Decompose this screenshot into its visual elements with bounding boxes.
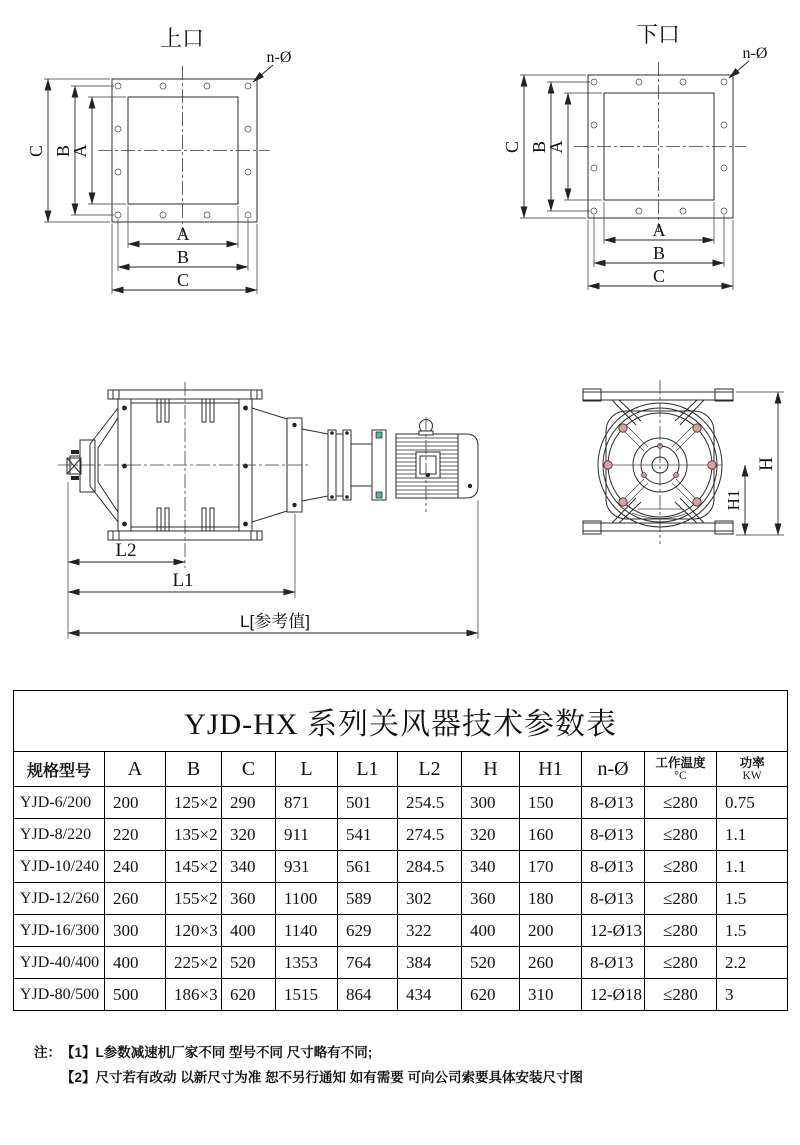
value-cell: 400 [462, 915, 520, 947]
value-cell: 200 [520, 915, 582, 947]
column-header: 规格型号 [14, 752, 105, 787]
top-port-flange-view [26, 14, 322, 314]
value-cell: 1.1 [717, 819, 788, 851]
model-cell: YJD-8/220 [14, 819, 105, 851]
view-title: 下口 [635, 22, 681, 47]
column-header: n-Ø [582, 752, 645, 787]
value-cell: 135×2 [166, 819, 222, 851]
column-header: B [166, 752, 222, 787]
model-cell: YJD-16/300 [14, 915, 105, 947]
value-cell: 1140 [276, 915, 338, 947]
column-header: L2 [398, 752, 462, 787]
value-cell: 384 [398, 947, 462, 979]
value-cell: 1515 [276, 979, 338, 1011]
dim-label-h: H [756, 457, 777, 471]
dim-label-a: A [652, 220, 666, 240]
bottom-port-flange-view [502, 10, 798, 310]
dim-label-a: A [546, 140, 566, 154]
value-cell: 254.5 [398, 787, 462, 819]
value-cell: 120×3 [166, 915, 222, 947]
value-cell: 150 [520, 787, 582, 819]
motor-end-cap [458, 434, 478, 498]
model-cell: YJD-40/400 [14, 947, 105, 979]
note-line: 【1】L参数减速机厂家不同 型号不同 尺寸略有不同; [61, 1045, 373, 1060]
column-header: 工作温度 °C [645, 752, 717, 787]
value-cell: 274.5 [398, 819, 462, 851]
value-cell: 360 [462, 883, 520, 915]
value-cell: 8-Ø13 [582, 787, 645, 819]
dim-label-h1: H1 [724, 489, 743, 511]
column-header: L [276, 752, 338, 787]
column-header: C [222, 752, 276, 787]
dim-label-b: B [529, 140, 549, 154]
rotary-valve-end-view [560, 372, 800, 590]
value-cell: 302 [398, 883, 462, 915]
motor-mount-plate [372, 430, 386, 500]
dim-label-a: A [70, 144, 90, 158]
spec-table [13, 690, 788, 1011]
value-cell: 200 [105, 787, 166, 819]
dim-label-b: B [53, 144, 73, 158]
value-cell: 240 [105, 851, 166, 883]
value-cell: 12-Ø18 [582, 979, 645, 1011]
value-cell: 220 [105, 819, 166, 851]
table-title-row [14, 691, 788, 752]
value-cell: 541 [338, 819, 398, 851]
dim-label-b: B [176, 247, 190, 267]
value-cell: 0.75 [717, 787, 788, 819]
value-cell: 8-Ø13 [582, 851, 645, 883]
value-cell: 1100 [276, 883, 338, 915]
dim-label-c: C [652, 266, 666, 286]
dim-label-c: C [26, 144, 46, 158]
rotary-valve-side-view [40, 372, 500, 657]
value-cell: 2.2 [717, 947, 788, 979]
value-cell: ≤280 [645, 851, 717, 883]
value-cell: 400 [222, 915, 276, 947]
value-cell: 589 [338, 883, 398, 915]
value-cell: 561 [338, 851, 398, 883]
notes-list [61, 1040, 583, 1090]
value-cell: 320 [222, 819, 276, 851]
notes [34, 1040, 583, 1090]
dim-label-a: A [176, 224, 190, 244]
column-header: A [105, 752, 166, 787]
model-cell: YJD-6/200 [14, 787, 105, 819]
value-cell: 300 [105, 915, 166, 947]
value-cell: 12-Ø13 [582, 915, 645, 947]
value-cell: 620 [462, 979, 520, 1011]
value-cell: 180 [520, 883, 582, 915]
value-cell: 145×2 [166, 851, 222, 883]
value-cell: 160 [520, 819, 582, 851]
value-cell: 340 [462, 851, 520, 883]
table-row [14, 819, 788, 851]
value-cell: 8-Ø13 [582, 883, 645, 915]
value-cell: 1.1 [717, 851, 788, 883]
value-cell: 764 [338, 947, 398, 979]
value-cell: 300 [462, 787, 520, 819]
column-header: L1 [338, 752, 398, 787]
value-cell: 620 [222, 979, 276, 1011]
value-cell: 290 [222, 787, 276, 819]
value-cell: 400 [105, 947, 166, 979]
value-cell: 864 [338, 979, 398, 1011]
dim-label-c: C [502, 140, 522, 154]
table-row [14, 979, 788, 1011]
value-cell: 1.5 [717, 883, 788, 915]
table-row [14, 787, 788, 819]
value-cell: 155×2 [166, 883, 222, 915]
value-cell: 1353 [276, 947, 338, 979]
note-line: 【2】尺寸若有改动 以新尺寸为准 恕不另行通知 如有需要 可向公司索要具体安装尺寸图 [61, 1070, 584, 1085]
dim-label-l-ref: L[参考值] [240, 612, 310, 631]
length-dimensions [68, 482, 478, 639]
bolt-count-label: n-Ø [742, 45, 768, 62]
bottom-dimensions [588, 202, 733, 290]
value-cell: 1.5 [717, 915, 788, 947]
dim-label-l1: L1 [172, 570, 194, 591]
value-cell: ≤280 [645, 787, 717, 819]
value-cell: 500 [105, 979, 166, 1011]
notes-prefix: 注： [34, 1045, 61, 1060]
dim-label-b: B [652, 243, 666, 263]
table-row [14, 915, 788, 947]
bottom-dimensions [112, 206, 257, 294]
model-cell: YJD-10/240 [14, 851, 105, 883]
value-cell: 911 [276, 819, 338, 851]
value-cell: 8-Ø13 [582, 947, 645, 979]
value-cell: ≤280 [645, 819, 717, 851]
bolt-count-label: n-Ø [266, 49, 292, 66]
value-cell: 520 [222, 947, 276, 979]
dim-label-l2: L2 [115, 540, 137, 561]
value-cell: 434 [398, 979, 462, 1011]
value-cell: 186×3 [166, 979, 222, 1011]
dim-label-c: C [176, 270, 190, 290]
value-cell: ≤280 [645, 979, 717, 1011]
view-title: 上口 [159, 26, 205, 51]
value-cell: 260 [105, 883, 166, 915]
value-cell: 322 [398, 915, 462, 947]
value-cell: 340 [222, 851, 276, 883]
model-cell: YJD-12/260 [14, 883, 105, 915]
value-cell: 629 [338, 915, 398, 947]
model-cell: YJD-80/500 [14, 979, 105, 1011]
table-row [14, 851, 788, 883]
value-cell: 931 [276, 851, 338, 883]
value-cell: 260 [520, 947, 582, 979]
value-cell: 225×2 [166, 947, 222, 979]
table-row [14, 883, 788, 915]
value-cell: ≤280 [645, 947, 717, 979]
value-cell: 320 [462, 819, 520, 851]
motor [396, 417, 478, 512]
height-dimensions [724, 392, 784, 535]
value-cell: 520 [462, 947, 520, 979]
value-cell: 284.5 [398, 851, 462, 883]
value-cell: 170 [520, 851, 582, 883]
value-cell: 310 [520, 979, 582, 1011]
value-cell: ≤280 [645, 915, 717, 947]
table-title: YJD-HX 系列关风器技术参数表 [14, 691, 788, 752]
column-header: H [462, 752, 520, 787]
value-cell: 871 [276, 787, 338, 819]
value-cell: 3 [717, 979, 788, 1011]
value-cell: 360 [222, 883, 276, 915]
value-cell: 125×2 [166, 787, 222, 819]
column-header: H1 [520, 752, 582, 787]
column-header: 功率 KW [717, 752, 788, 787]
value-cell: 501 [338, 787, 398, 819]
table-row [14, 947, 788, 979]
value-cell: ≤280 [645, 883, 717, 915]
table-header-row [14, 752, 788, 787]
value-cell: 8-Ø13 [582, 819, 645, 851]
